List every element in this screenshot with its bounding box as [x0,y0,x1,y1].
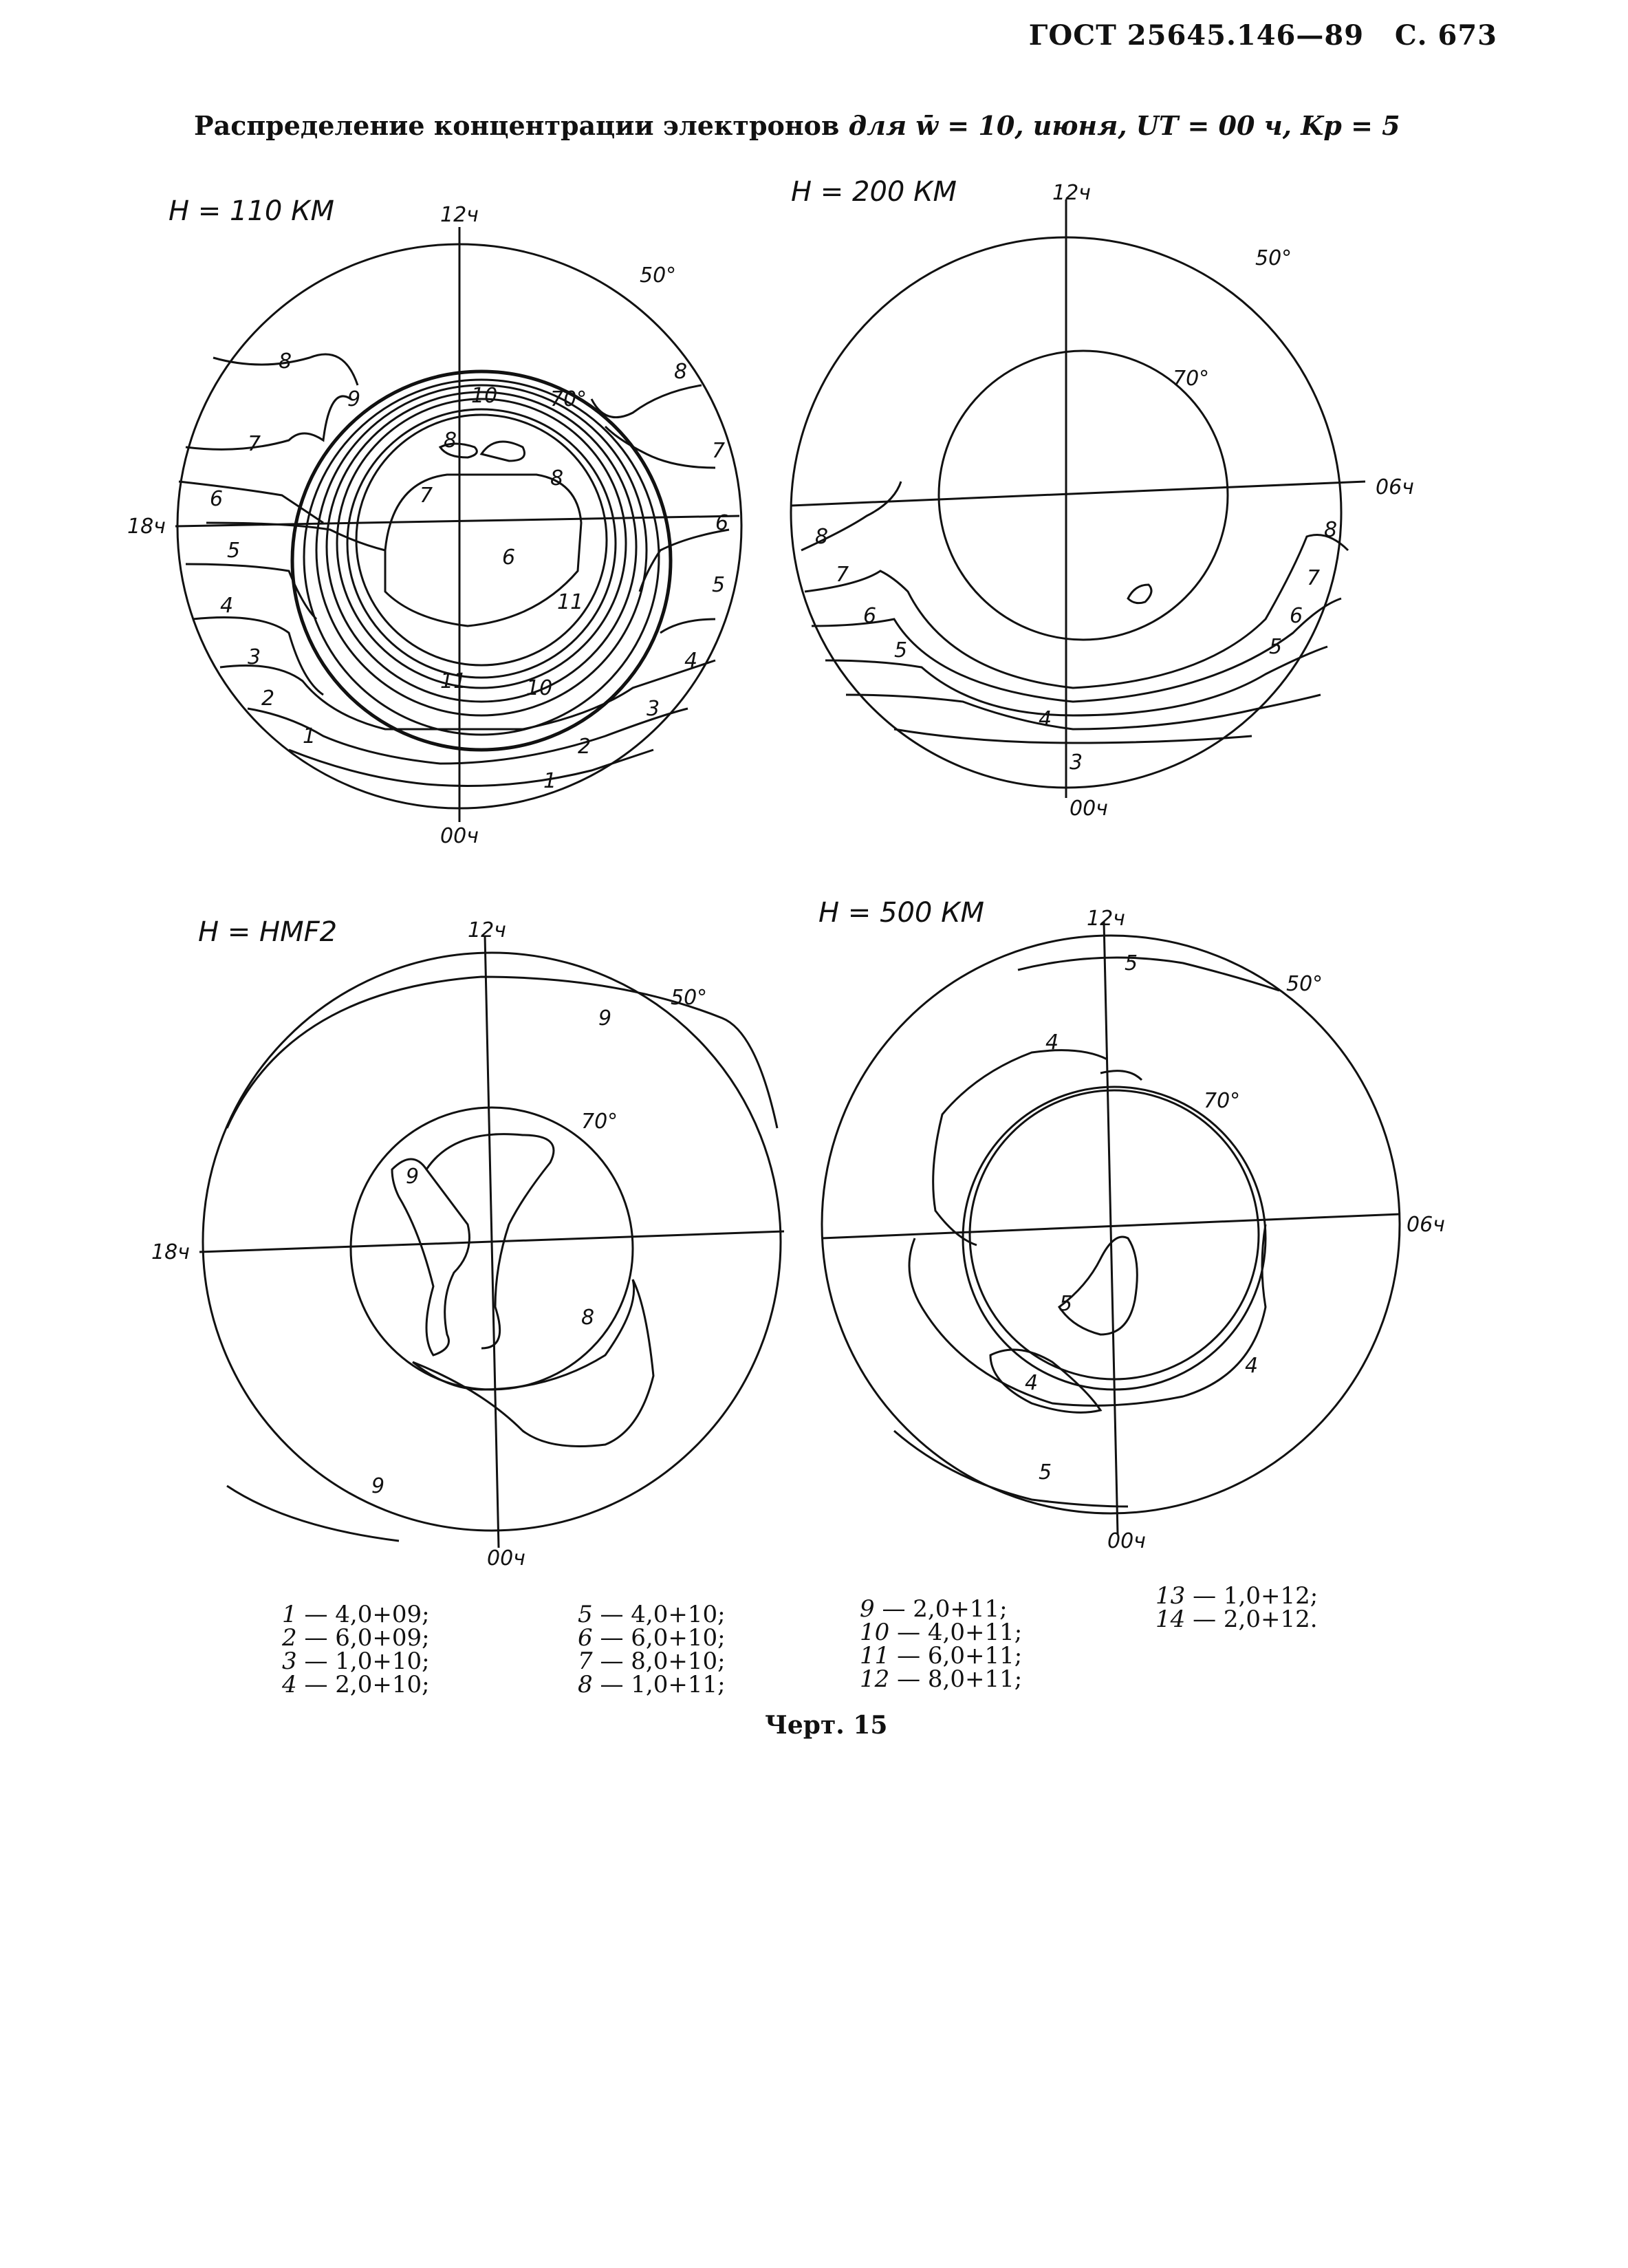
contour-label: 8 [444,429,457,453]
contour-5-cap [1059,1237,1137,1335]
contour-label: 6 [210,487,224,511]
legend-item: 5 — 4,0+10; [578,1601,726,1628]
height-label: H = 200 КМ [791,176,957,208]
latitude-label-50: 50° [671,986,708,1010]
contour-label: 1 [543,769,557,793]
contour-label: 2 [578,735,591,759]
time-label-right: 06ч [1407,1213,1445,1237]
contour-label: 4 [684,649,698,673]
contour-label: 7 [420,484,433,508]
contour-label: 7 [248,432,261,456]
contour-7 [805,535,1348,689]
contour-label: 4 [1039,707,1052,731]
contour-4 [933,1050,1107,1245]
contour-1 [289,750,653,786]
contour-label: 8 [674,360,688,384]
time-label-bottom: 00ч [1070,797,1108,821]
latitude-label-70: 70° [581,1110,618,1134]
polar-cap-contour [385,475,584,626]
contour-label: 11 [557,590,584,614]
legend-item: 14 — 2,0+12. [1155,1606,1318,1633]
time-label-top: 12ч [1087,907,1125,931]
contour-8 [413,1279,653,1447]
legend-item: 1 — 4,0+09; [282,1601,430,1628]
contour-label: 4 [220,594,234,618]
contour-label: 9 [347,387,361,411]
contour-label: 9 [598,1006,612,1030]
contour-label: 5 [1039,1460,1052,1484]
contour-5 [1018,958,1279,991]
time-label-top: 12ч [1052,181,1091,205]
contour-label: 8 [550,466,564,490]
contour-label: 5 [1059,1292,1073,1316]
contour-label: 11 [440,669,467,693]
title-condition: для w̄ = 10, июня, UT = 00 ч, Kp = 5 [848,110,1400,141]
panel-h110 [175,227,741,822]
contour-label: 9 [371,1474,385,1498]
contour-label: 3 [647,697,660,721]
legend-column-2 [578,1603,726,1696]
latitude-label-50: 50° [1286,972,1323,996]
contour-label: 6 [1290,604,1303,628]
contour-label: 9 [406,1165,420,1189]
contour-label: 7 [712,439,726,463]
contour-label: 5 [894,638,908,662]
figure-caption: Черт. 15 [765,1711,888,1740]
legend-item: 9 — 2,0+11; [860,1595,1008,1623]
legend-item: 13 — 1,0+12; [1155,1582,1318,1610]
terminator-line [791,482,1365,506]
latitude-label-70: 70° [1173,367,1210,391]
contour-label: 10 [526,676,553,700]
title-prefix: Распределение концентрации электронов [194,110,840,141]
legend-item: 11 — 6,0+11; [860,1642,1023,1670]
time-label-bottom: 00ч [487,1546,525,1570]
contour-label: 10 [471,384,498,408]
contour-label: 6 [502,546,516,570]
time-label-right: 06ч [1376,475,1414,499]
time-label-bottom: 00ч [440,824,479,848]
contour-6 [812,598,1341,702]
contour-8 [591,385,702,418]
inner-circle-70 [939,351,1228,640]
contour-label: 8 [279,349,292,374]
contour-4 [660,619,715,633]
contour-label: 7 [836,563,849,587]
legend-item: 8 — 1,0+11; [578,1671,726,1698]
contour-label: 3 [1070,750,1083,775]
legend-item: 10 — 4,0+11; [860,1619,1023,1646]
legend-item: 7 — 8,0+10; [578,1648,726,1675]
contour-label: 8 [1324,518,1338,542]
contour-label: 8 [815,525,829,549]
contour-label: 5 [1125,951,1138,975]
legend-column-3 [860,1597,1022,1691]
contour-3 [220,660,715,729]
legend-item: 12 — 8,0+11; [860,1665,1023,1693]
panel-h200 [791,199,1365,798]
time-label-top: 12ч [468,918,506,942]
contour-label: 6 [863,604,877,628]
contour-label: 5 [1269,635,1283,659]
latitude-label-70: 70° [1204,1089,1241,1113]
small-contour [481,442,525,461]
legend-column-1 [282,1603,430,1696]
contour-5 [186,564,316,619]
contour-4 [846,695,1321,729]
time-label-left: 18ч [127,515,166,539]
time-label-left: 18ч [151,1240,190,1264]
contour-label: 5 [227,539,241,563]
time-label-top: 12ч [440,203,479,227]
contour-label: 7 [1307,566,1321,590]
legend-column-4 [1155,1584,1318,1631]
time-label-bottom: 00ч [1107,1529,1146,1553]
contour-8 [186,396,351,449]
inner-circle-70 [337,399,626,688]
contour-label: 4 [1045,1030,1059,1055]
contour-3 [894,729,1252,743]
contour-label: 4 [1025,1371,1039,1395]
latitude-label-50: 50° [640,263,677,288]
height-label: H = 110 КМ [169,195,334,227]
meridian-line [1104,922,1118,1534]
latitude-label-70: 70° [550,387,587,411]
contour-label: 5 [712,573,726,597]
legend-item: 3 — 1,0+10; [282,1648,430,1675]
oval-ring [347,409,616,678]
contour-label: 8 [581,1306,595,1330]
height-label: H = 500 КМ [818,897,984,929]
panel-hmf2 [199,936,784,1548]
contour-label: 1 [303,724,316,748]
contour-4-cap [990,1350,1100,1412]
height-label: H = HMF2 [198,916,338,948]
small-contour [1128,585,1151,603]
contour-label: 3 [248,645,261,669]
contour-label: 6 [715,511,729,535]
legend-item: 2 — 6,0+09; [282,1624,430,1652]
legend-item: 4 — 2,0+10; [282,1671,430,1698]
contour-label: 2 [261,687,275,711]
contour-label: 4 [1245,1354,1259,1378]
standard-number: ГОСТ 25645.146—89 [1028,19,1365,52]
latitude-label-50: 50° [1255,246,1292,270]
contour-9-cap [392,1159,470,1355]
page-number: С. 673 [1394,19,1497,52]
panel-h500 [822,922,1400,1534]
legend-item: 6 — 6,0+10; [578,1624,726,1652]
